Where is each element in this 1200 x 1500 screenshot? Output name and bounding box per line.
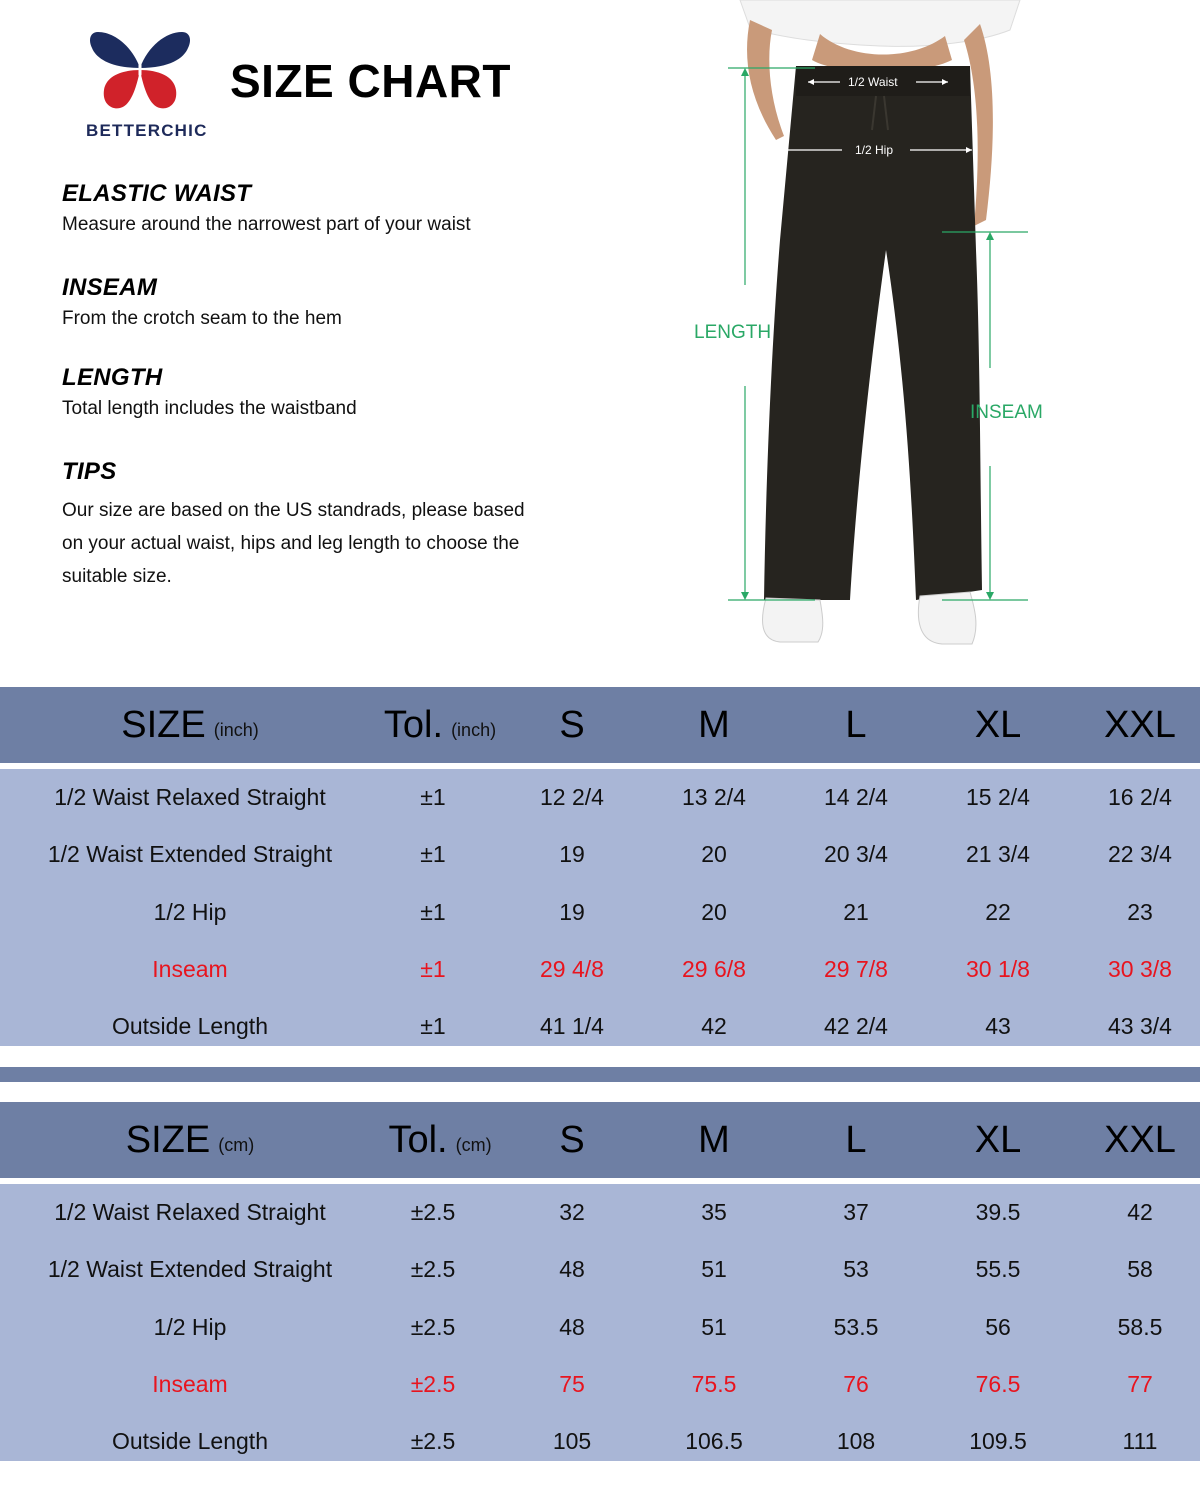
guide-heading: LENGTH (62, 364, 163, 391)
guide-heading: TIPS (62, 458, 117, 485)
cell-xl: 39.5 (975, 1199, 1021, 1225)
half-waist-label: 1/2 Waist (848, 75, 898, 89)
header-tol-unit: (inch) (451, 719, 497, 740)
cell-s: 12 2/4 (540, 784, 604, 810)
guide-text: Total length includes the waistband (62, 398, 357, 419)
row-label: Inseam (152, 956, 228, 982)
header-size-m: M (698, 1118, 730, 1161)
header-size-label: SIZE (121, 703, 206, 746)
row-label: Outside Length (111, 1013, 268, 1039)
header-size (0, 687, 380, 763)
row-tolerance: ±1 (420, 841, 446, 867)
row-label: 1/2 Waist Relaxed Straight (54, 1199, 326, 1225)
cell-s: 75 (559, 1371, 585, 1397)
cell-xxl: 111 (1122, 1428, 1158, 1454)
cell-m: 42 (701, 1013, 727, 1039)
cell-xl: 30 1/8 (966, 956, 1030, 982)
cell-xxl: 58.5 (1117, 1314, 1163, 1340)
table-header (0, 1102, 1200, 1178)
row-label: 1/2 Waist Extended Straight (47, 841, 333, 867)
header-size-l: L (845, 1118, 867, 1161)
inseam-label: INSEAM (970, 402, 1043, 423)
cell-l: 20 3/4 (824, 841, 888, 867)
header-tol-label: Tol. (388, 1118, 448, 1161)
cell-xxl: 43 3/4 (1108, 1013, 1172, 1039)
cell-xxl: 42 (1127, 1199, 1153, 1225)
table-separator (0, 1067, 1200, 1082)
cell-xl: 43 (985, 1013, 1011, 1039)
cell-s: 29 4/8 (540, 956, 604, 982)
guide-elastic-waist (62, 180, 622, 236)
table-row (0, 1184, 1200, 1241)
header-size-xl: XL (974, 703, 1022, 746)
size-table-cm (0, 1102, 1200, 1461)
row-tolerance: ±1 (420, 1013, 446, 1039)
brand-logo (86, 28, 210, 114)
header-tol-unit: (cm) (455, 1134, 492, 1155)
cell-m: 20 (701, 899, 727, 925)
cell-m: 75.5 (691, 1371, 737, 1397)
header-size-label: SIZE (125, 1118, 211, 1161)
cell-l: 76 (843, 1371, 869, 1397)
cell-xl: 76.5 (975, 1371, 1021, 1397)
cell-xxl: 30 3/8 (1108, 956, 1172, 982)
row-label: 1/2 Hip (153, 899, 227, 925)
cell-l: 29 7/8 (824, 956, 888, 982)
row-tolerance: ±2.5 (410, 1371, 456, 1397)
row-tolerance: ±2.5 (410, 1256, 456, 1282)
page-title: SIZE CHART (230, 55, 511, 107)
cell-xl: 109.5 (969, 1428, 1027, 1454)
cell-s: 19 (559, 841, 585, 867)
cell-l: 42 2/4 (824, 1013, 888, 1039)
butterfly-logo-icon (88, 28, 192, 114)
table-row (0, 1299, 1200, 1356)
header-size-unit: (inch) (213, 719, 259, 740)
header-size-s: S (559, 703, 585, 746)
guide-text: Measure around the narrowest part of your waist (62, 214, 471, 235)
cell-l: 53.5 (833, 1314, 879, 1340)
cell-xl: 15 2/4 (966, 784, 1030, 810)
guide-text (62, 494, 622, 593)
row-label: 1/2 Waist Relaxed Straight (54, 784, 326, 810)
cell-xl: 21 3/4 (966, 841, 1030, 867)
cell-m: 13 2/4 (682, 784, 746, 810)
header-size-unit: (cm) (218, 1134, 255, 1155)
header-size-xl: XL (974, 1118, 1022, 1161)
guide-line: on your actual waist, hips and leg length to choose the (62, 533, 520, 554)
table-row (0, 884, 1200, 941)
row-label: Outside Length (111, 1428, 268, 1454)
cell-l: 53 (843, 1256, 869, 1282)
guide-line: suitable size. (62, 566, 172, 587)
cell-m: 35 (701, 1199, 727, 1225)
half-hip-label: 1/2 Hip (855, 143, 894, 157)
cell-xl: 56 (985, 1314, 1011, 1340)
cell-l: 14 2/4 (824, 784, 888, 810)
cell-l: 21 (843, 899, 869, 925)
row-label: Inseam (152, 1371, 228, 1397)
header-size-m: M (698, 703, 730, 746)
row-label: 1/2 Waist Extended Straight (47, 1256, 333, 1282)
cell-l: 37 (843, 1199, 869, 1225)
cell-xl: 55.5 (975, 1256, 1021, 1282)
cell-s: 105 (552, 1428, 592, 1454)
header-tol-label: Tol. (383, 703, 444, 746)
cell-xxl: 16 2/4 (1108, 784, 1172, 810)
guide-line: Our size are based on the US standrads, please based (62, 500, 525, 521)
table-row-highlight (0, 1356, 1200, 1413)
table-header (0, 687, 1200, 763)
guide-inseam (62, 274, 622, 330)
header-size-xxl: XXL (1104, 1118, 1176, 1161)
cell-m: 51 (701, 1314, 727, 1340)
header-size-s: S (559, 1118, 585, 1161)
cell-s: 41 1/4 (540, 1013, 604, 1039)
cell-s: 48 (559, 1314, 585, 1340)
table-row (0, 1241, 1200, 1298)
brand-name: BETTERCHIC (86, 121, 208, 140)
row-tolerance: ±2.5 (410, 1314, 456, 1340)
header-size-xxl: XXL (1104, 703, 1176, 746)
cell-s: 19 (559, 899, 585, 925)
header-tol (360, 1102, 520, 1178)
table-row (0, 769, 1200, 826)
table-body (0, 1184, 1200, 1461)
row-tolerance: ±1 (420, 956, 446, 982)
cell-xxl: 22 3/4 (1108, 841, 1172, 867)
table-row (0, 1413, 1200, 1470)
cell-m: 106.5 (685, 1428, 743, 1454)
product-figure (680, 0, 1100, 660)
cell-l: 108 (836, 1428, 876, 1454)
cell-s: 48 (559, 1256, 585, 1282)
table-row-highlight (0, 941, 1200, 998)
row-tolerance: ±2.5 (410, 1199, 456, 1225)
length-label: LENGTH (694, 322, 772, 343)
cell-xxl: 23 (1127, 899, 1153, 925)
cell-s: 32 (559, 1199, 585, 1225)
cell-m: 20 (701, 841, 727, 867)
guide-tips (62, 458, 622, 593)
row-label: 1/2 Hip (153, 1314, 227, 1340)
table-row (0, 998, 1200, 1055)
row-tolerance: ±2.5 (410, 1428, 456, 1454)
guide-text: From the crotch seam to the hem (62, 308, 342, 329)
cell-xxl: 58 (1127, 1256, 1153, 1282)
header-tol (360, 687, 520, 763)
row-tolerance: ±1 (420, 899, 446, 925)
cell-m: 29 6/8 (682, 956, 746, 982)
guide-heading: INSEAM (62, 274, 158, 301)
size-table-inch (0, 687, 1200, 1046)
guide-heading: ELASTIC WAIST (62, 180, 252, 207)
row-tolerance: ±1 (420, 784, 446, 810)
header-size-l: L (845, 703, 867, 746)
table-row (0, 826, 1200, 883)
guide-length (62, 364, 622, 420)
cell-xl: 22 (985, 899, 1011, 925)
cell-m: 51 (701, 1256, 727, 1282)
cell-xxl: 77 (1127, 1371, 1153, 1397)
header-size (0, 1102, 380, 1178)
table-body (0, 769, 1200, 1046)
